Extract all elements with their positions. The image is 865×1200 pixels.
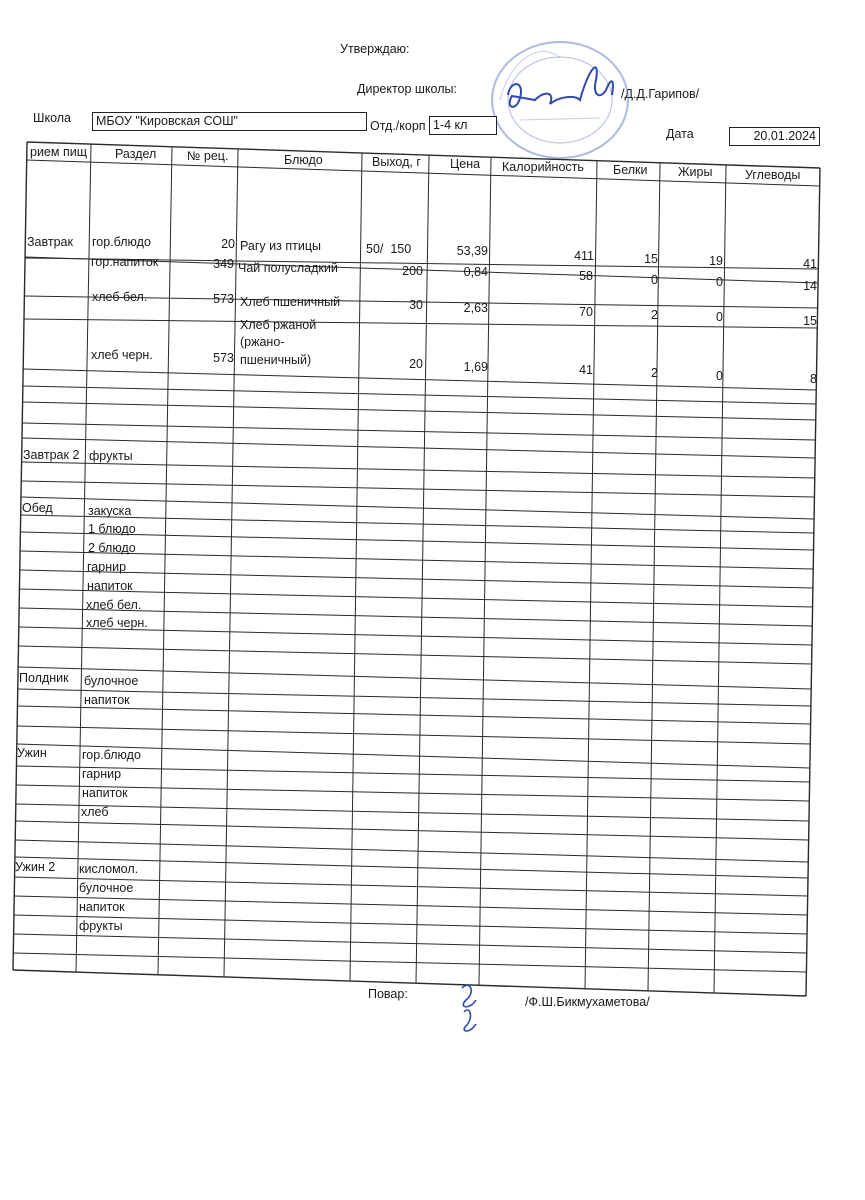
- header-calories: Калорийность: [502, 160, 584, 174]
- cell-recipe: 573: [213, 292, 234, 306]
- header-meal: рием пищ: [30, 145, 87, 159]
- section-label: напиток: [84, 693, 130, 707]
- cell-yield: 20: [409, 357, 423, 371]
- director-label: Директор школы:: [357, 82, 457, 96]
- dept-label: Отд./корп: [370, 119, 426, 133]
- section-label: гарнир: [87, 560, 127, 574]
- header-dish: Блюдо: [284, 153, 323, 167]
- section-label: булочное: [84, 674, 139, 688]
- cell-yield: 50/ 150: [366, 242, 412, 256]
- cell-recipe: 20: [221, 237, 235, 251]
- header-proteins: Белки: [613, 163, 648, 177]
- cell-carbs: 41: [803, 257, 817, 271]
- section-label: кисломол.: [79, 862, 139, 876]
- section-label: хлеб черн.: [86, 616, 148, 630]
- meal-breakfast-2: Завтрак 2: [23, 448, 80, 462]
- director-name: /Д.Д.Гарипов/: [621, 87, 700, 101]
- section-label: закуска: [88, 504, 132, 518]
- cell-dish: Чай полусладкий: [238, 261, 338, 275]
- cell-dish: Рагу из птицы: [240, 239, 321, 253]
- header-carbs: Углеводы: [745, 168, 801, 182]
- cook-label: Повар:: [368, 987, 408, 1001]
- cell-calories: 41: [579, 363, 593, 377]
- cell-section: хлеб черн.: [91, 348, 153, 362]
- cell-fats: 0: [716, 275, 723, 289]
- cell-carbs: 14: [803, 279, 817, 293]
- section-label: гарнир: [82, 767, 122, 781]
- section-label: хлеб: [81, 805, 109, 819]
- cell-recipe: 349: [213, 257, 234, 271]
- cell-recipe: 573: [213, 351, 234, 365]
- cell-section: хлеб бел.: [92, 290, 148, 304]
- dept-field: 1-4 кл: [429, 116, 497, 135]
- cell-proteins: 15: [644, 252, 658, 266]
- cell-proteins: 2: [651, 308, 658, 322]
- cell-dish-line-3: пшеничный): [240, 353, 312, 367]
- cell-section: гор.напиток: [91, 255, 159, 269]
- cell-calories: 411: [574, 249, 594, 263]
- cell-dish-line-2: (ржано-: [240, 335, 285, 349]
- header-section: Раздел: [115, 147, 157, 161]
- cell-carbs: 8: [810, 372, 817, 386]
- meal-dinner-2: Ужин 2: [15, 860, 56, 874]
- meal-snack: Полдник: [19, 671, 69, 685]
- cell-proteins: 2: [651, 366, 658, 380]
- meal-lunch: Обед: [22, 501, 53, 515]
- cell-carbs: 15: [803, 314, 817, 328]
- school-label: Школа: [33, 111, 71, 125]
- section-label: напиток: [79, 900, 125, 914]
- cell-dish-line-1: Хлеб ржаной: [240, 318, 317, 332]
- section-label: напиток: [87, 579, 133, 593]
- cell-yield: 30: [409, 298, 423, 312]
- section-label: фрукты: [79, 919, 123, 933]
- cell-yield: 200: [402, 264, 423, 278]
- date-label: Дата: [666, 127, 694, 141]
- header-fats: Жиры: [678, 165, 713, 179]
- section-label: фрукты: [89, 449, 133, 463]
- section-label: 1 блюдо: [88, 522, 136, 536]
- cell-calories: 58: [579, 269, 593, 283]
- approve-label: Утверждаю:: [340, 42, 410, 56]
- cell-section: гор.блюдо: [92, 235, 151, 249]
- header-yield: Выход, г: [372, 155, 421, 169]
- cell-price: 53,39: [456, 244, 488, 258]
- cell-fats: 19: [709, 254, 723, 268]
- cell-dish: Хлеб пшеничный: [240, 295, 341, 309]
- cell-price: 0,84: [463, 265, 488, 279]
- cell-fats: 0: [716, 310, 723, 324]
- header-recipe: № рец.: [187, 149, 229, 163]
- cell-price: 2,63: [463, 301, 488, 315]
- meal-dinner: Ужин: [17, 746, 47, 760]
- header-price: Цена: [450, 157, 481, 171]
- section-label: гор.блюдо: [82, 748, 141, 762]
- cell-price: 1,69: [463, 360, 488, 374]
- section-label: 2 блюдо: [88, 541, 136, 555]
- section-label: напиток: [82, 786, 128, 800]
- section-label: хлеб бел.: [86, 598, 142, 612]
- cook-name: /Ф.Ш.Бикмухаметова/: [525, 995, 650, 1009]
- section-label: булочное: [79, 881, 134, 895]
- cell-fats: 0: [716, 369, 723, 383]
- cell-proteins: 0: [651, 273, 658, 287]
- meal-breakfast: Завтрак: [27, 235, 73, 249]
- cell-calories: 70: [579, 305, 593, 319]
- school-name-field: МБОУ "Кировская СОШ": [92, 112, 367, 131]
- date-field: 20.01.2024: [729, 127, 820, 146]
